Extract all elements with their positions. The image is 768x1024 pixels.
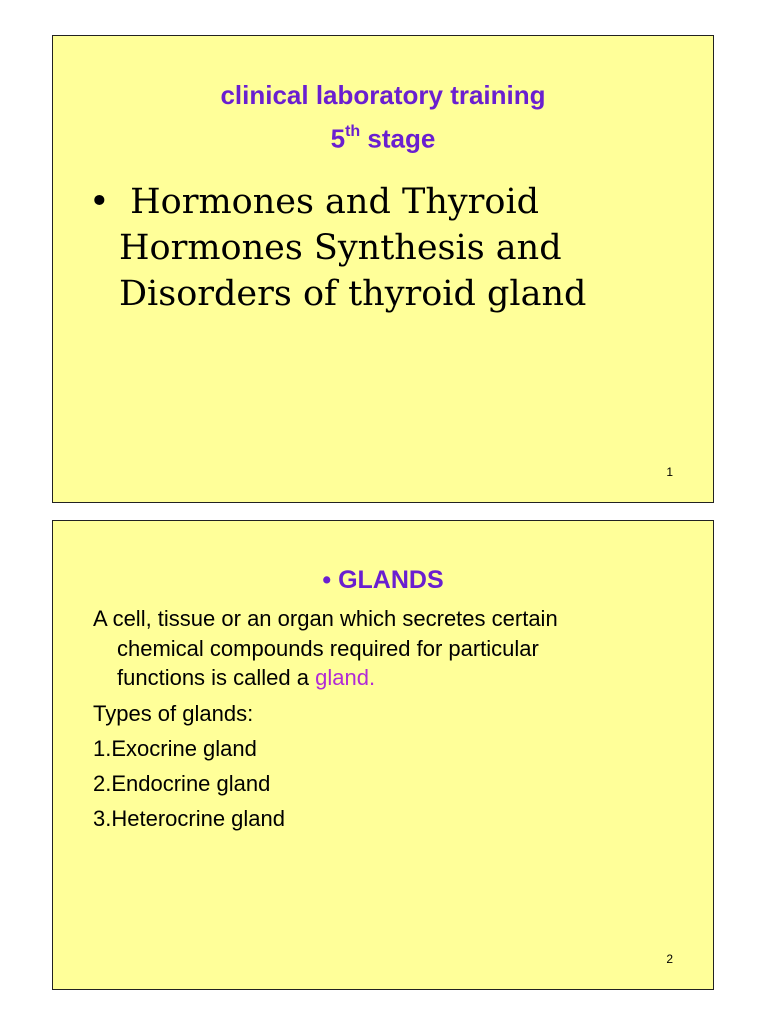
list-item: 1.Exocrine gland: [93, 736, 257, 761]
paragraph-text: functions is called a: [117, 665, 316, 690]
topic-line: Hormones Synthesis and: [119, 228, 562, 268]
page-number: 2: [666, 952, 673, 966]
stage-word: stage: [360, 123, 436, 154]
paragraph-line: A cell, tissue or an organ which secretes certain: [93, 606, 558, 631]
section-heading: [53, 566, 713, 595]
list-item: 3.Heterocrine gland: [93, 806, 286, 831]
slide-title-line1: clinical laboratory training: [220, 80, 546, 110]
slide-title-line2: [53, 116, 713, 157]
topic-line: Hormones and Thyroid: [119, 182, 540, 222]
types-label: Types of glands:: [93, 701, 254, 726]
section-heading-text: GLANDS: [338, 566, 444, 594]
list-item: 2.Endocrine gland: [93, 771, 271, 796]
definition-paragraph: [93, 604, 693, 693]
paragraph-line: chemical compounds required for particular: [117, 635, 539, 661]
slide-1: [52, 35, 714, 503]
page-number: 1: [666, 465, 673, 479]
paragraph-line: [93, 663, 693, 693]
slide-2: [52, 520, 714, 990]
topic-bullet: [89, 179, 689, 317]
bullet-icon: •: [89, 182, 110, 222]
stage-ordinal-suffix: th: [345, 123, 361, 140]
bullet-icon: •: [322, 566, 332, 594]
topic-line: Disorders of thyroid gland: [119, 274, 587, 314]
highlighted-term: gland.: [315, 665, 376, 690]
stage-number: 5: [330, 123, 346, 154]
